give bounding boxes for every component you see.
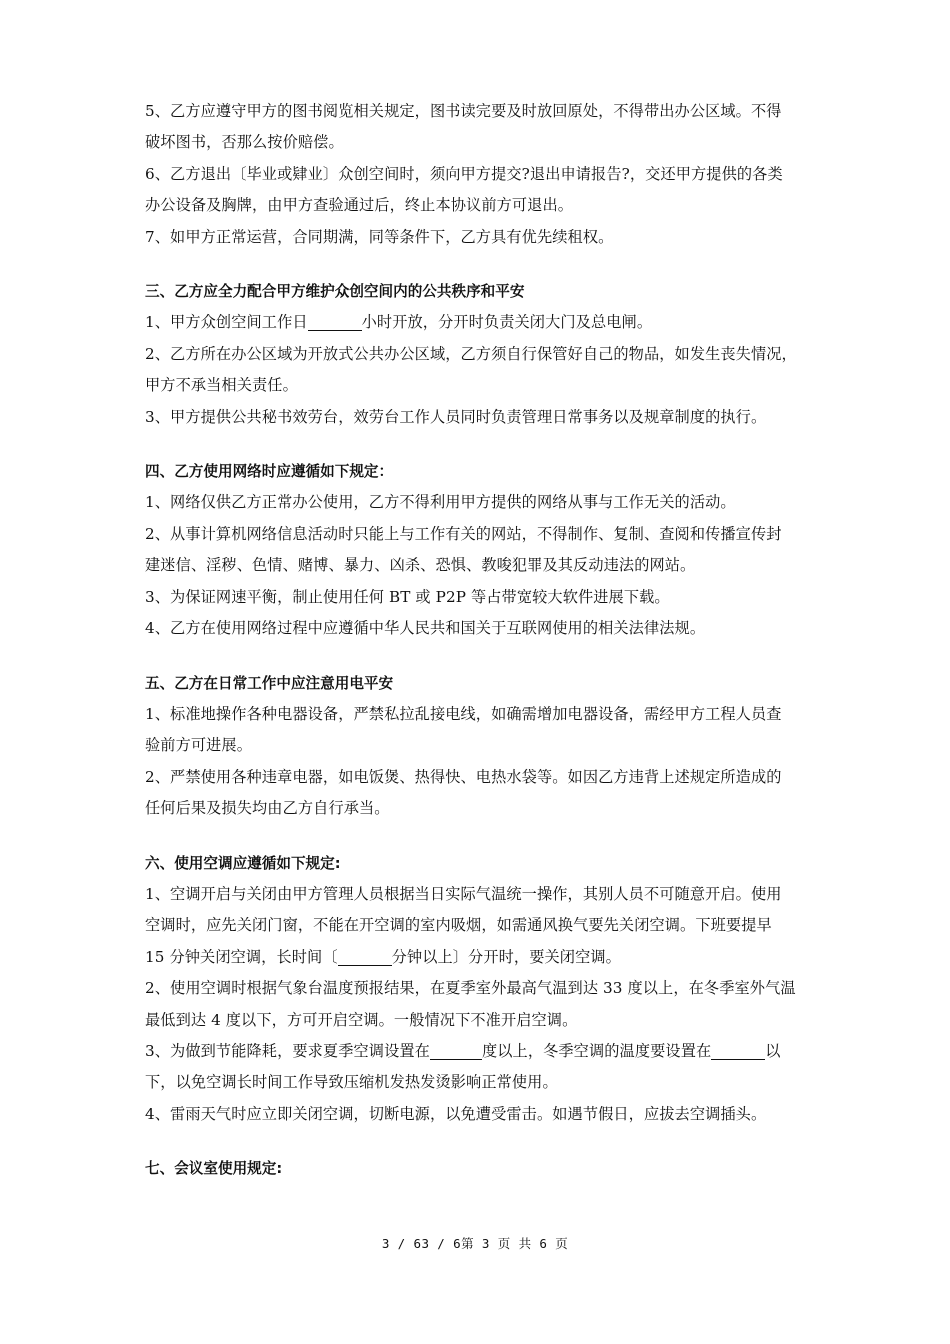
section-5 <box>145 668 810 825</box>
paragraph-line: 任何后果及损失均由乙方自行承当。 <box>145 799 390 818</box>
paragraph-line: 2、乙方所在办公区域为开放式公共办公区域，乙方须自行保管好自己的物品，如发生丧失情况， <box>145 344 797 363</box>
section-2-tail <box>145 96 810 253</box>
document-body <box>145 96 810 1185</box>
text-segment: 1、甲方众创空间工作日 <box>145 313 308 332</box>
text-segment: 15 分钟关闭空调，长时间〔 <box>145 947 338 966</box>
paragraph-line: 4、乙方在使用网络过程中应遵循中华人民共和国关于互联网使用的相关法律法规。 <box>145 619 706 638</box>
paragraph-line: 破坏图书，否那么按价赔偿。 <box>145 133 344 152</box>
paragraph-line: 3、为保证网速平衡，制止使用任何 BT 或 P2P 等占带宽较大软件进展下载。 <box>145 587 670 606</box>
section-7 <box>145 1153 810 1184</box>
paragraph-line: 2、严禁使用各种违章电器，如电饭煲、热得快、电热水袋等。如因乙方违背上述规定所造成的 <box>145 767 782 786</box>
text-segment: 分钟以上〕分开时，要关闭空调。 <box>391 947 621 966</box>
paragraph-line: 7、如甲方正常运营，合同期满，同等条件下，乙方具有优先续租权。 <box>145 227 614 246</box>
fill-in-blank <box>308 314 362 331</box>
paragraph-line: 办公设备及胸牌，由甲方查验通过后，终止本协议前方可退出。 <box>145 196 574 215</box>
paragraph-line: 1、标准地操作各种电器设备，严禁私拉乱接电线，如确需增加电器设备，需经甲方工程人员查 <box>145 704 782 723</box>
paragraph-line: 空调时，应先关闭门窗，不能在开空调的室内吸烟，如需通风换气要先关闭空调。下班要提早 <box>145 916 772 935</box>
fill-in-blank <box>338 949 392 966</box>
paragraph-line: 最低到达 4 度以下，方可开启空调。一般情况下不准开启空调。 <box>145 1010 578 1029</box>
paragraph-line: 甲方不承当相关责任。 <box>145 376 298 395</box>
page-footer: 3 / 63 / 6第 3 页 共 6 页 <box>381 1236 569 1251</box>
paragraph-line: 2、从事计算机网络信息活动时只能上与工作有关的网站，不得制作、复制、查阅和传播宣传封 <box>145 524 782 543</box>
section-heading: 三、乙方应全力配合甲方维护众创空间内的公共秩序和平安 <box>145 283 525 301</box>
text-segment: 小时开放，分开时负责关闭大门及总电闸。 <box>361 313 653 332</box>
text-segment: 3、为做到节能降耗，要求夏季空调设置在 <box>145 1041 430 1060</box>
paragraph-line: 2、使用空调时根据气象台温度预报结果，在夏季室外最高气温到达 33 度以上，在冬季室外气温 <box>145 979 796 998</box>
fill-in-blank <box>711 1043 765 1060</box>
paragraph-line: 1、网络仅供乙方正常办公使用，乙方不得利用甲方提供的网络从事与工作无关的活动。 <box>145 493 736 512</box>
paragraph-line: 4、雷雨天气时应立即关闭空调，切断电源，以免遭受雷击。如遇节假日，应拔去空调插头。 <box>145 1104 767 1123</box>
section-heading: 五、乙方在日常工作中应注意用电平安 <box>145 674 394 692</box>
paragraph-line: 6、乙方退出〔毕业或肄业〕众创空间时，须向甲方提交?退出申请报告?，交还甲方提供的各类 <box>145 164 783 183</box>
paragraph-line <box>145 1036 810 1067</box>
paragraph-line: 建迷信、淫秽、色情、赌博、暴力、凶杀、恐惧、教唆犯罪及其反动违法的网站。 <box>145 556 696 575</box>
paragraph-line <box>145 942 810 973</box>
paragraph-line <box>145 307 810 338</box>
paragraph-line: 验前方可进展。 <box>145 736 253 755</box>
section-6 <box>145 848 810 1131</box>
paragraph-line: 5、乙方应遵守甲方的图书阅览相关规定，图书读完要及时放回原处，不得带出办公区域。不得 <box>145 102 782 120</box>
paragraph-line: 1、空调开启与关闭由甲方管理人员根据当日实际气温统一操作，其别人员不可随意开启。使用 <box>145 884 782 903</box>
paragraph-line: 下，以免空调长时间工作导致压缩机发热发烫影响正常使用。 <box>145 1073 558 1092</box>
section-heading: 七、会议室使用规定: <box>145 1160 283 1178</box>
section-heading: 四、乙方使用网络时应遵循如下规定： <box>145 463 394 481</box>
fill-in-blank <box>430 1043 482 1060</box>
text-segment: 以 <box>765 1041 781 1060</box>
text-segment: 度以上，冬季空调的温度要设置在 <box>481 1041 712 1060</box>
paragraph-line: 3、甲方提供公共秘书效劳台，效劳台工作人员同时负责管理日常事务以及规章制度的执行。 <box>145 407 767 426</box>
section-heading: 六、使用空调应遵循如下规定: <box>145 854 341 872</box>
section-3 <box>145 276 810 433</box>
section-4 <box>145 456 810 644</box>
